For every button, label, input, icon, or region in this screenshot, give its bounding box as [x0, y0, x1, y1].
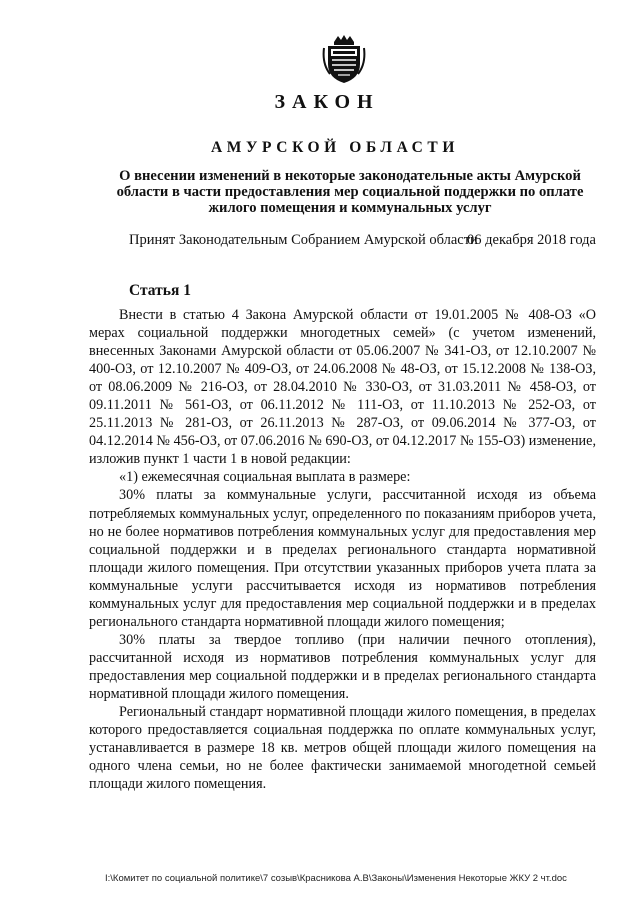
article-body [89, 306, 596, 793]
paragraph-regional-standard: Региональный стандарт нормативной площади жилого помещения, в пределах которого предоставляется социальная поддержка по оплате коммунальных услуг, устанавливается в размере 18 кв. метров общей площади жилого помещения на одного члена семьи, но не более фактически занимаемой многодетной семьей площади жилого помещения. [89, 704, 596, 793]
adopted-by: Принят Законодательным Собранием Амурской области [129, 232, 478, 248]
article-heading: Статья 1 [129, 282, 191, 299]
adopted-date: 06 декабря 2018 года [467, 232, 596, 248]
region-title: АМУРСКОЙ ОБЛАСТИ [211, 139, 459, 156]
paragraph-solid-fuel-30: 30% платы за твердое топливо (при наличии печного отопления), рассчитанной исходя из нормативов потребления коммунальных услуг для предоставления мер социальной поддержки и в пределах регионального стандарта нормативной площади жилого помещения. [89, 631, 596, 702]
paragraph-amendment-intro: Внести в статью 4 Закона Амурской области от 19.01.2005 № 408-ОЗ «О мерах социальной поддержки многодетных семей» (с учетом изменений, внесенных Законами Амурской области от 05.06.2007 № 341-ОЗ, от 12.10.2007 № 400-ОЗ, от 12.10.2007 № 409-ОЗ, от 24.06.2008 № 48-ОЗ, от 15.12.2008 № 138-ОЗ, от 08.06.2009 № 216-ОЗ, от 28.04.2010 № 330-ОЗ, от 31.03.2011 № 458-ОЗ, от 09.11.2011 № 561-ОЗ, от 06.11.2012 № 111-ОЗ, от 11.10.2013 № 252-ОЗ, от 25.11.2013 № 281-ОЗ, от 26.11.2013 № 287-ОЗ, от 09.06.2014 № 377-ОЗ, от 04.12.2014 № 456-ОЗ, от 07.06.2016 № 690-ОЗ, от 04.12.2017 № 155-ОЗ) изменение, изложив пункт 1 части 1 в новой редакции: [89, 307, 596, 468]
paragraph-utilities-30: 30% платы за коммунальные услуги, рассчитанной исходя из объема потребляемых коммунальных услуг, определенного по показаниям приборов учета, но не более нормативов потребления коммунальных услуг для предоставления мер социальной поддержки и в пределах регионального стандарта нормативной площади жилого помещения. При отсутствии указанных приборов учета плата за коммунальные услуги рассчитывается исходя из нормативов потребления коммунальных услуг для предоставления мер социальной поддержки и в пределах регионального стандарта нормативной площади жилого помещения; [89, 487, 596, 630]
law-title: ЗАКОН [274, 91, 380, 113]
paragraph-item-1: «1) ежемесячная социальная выплата в размере: [119, 469, 411, 486]
coat-of-arms-icon [322, 34, 366, 84]
law-subject: О внесении изменений в некоторые законодательные акты Амурской области в части предоставления мер социальной поддержки по оплате жилого помещения и коммунальных услуг [116, 168, 584, 216]
file-path-footer: I:\Комитет по социальной политике\7 созыв\Красникова А.В\Законы\Изменения Некоторые ЖКУ 2 чт.doc [105, 873, 567, 884]
